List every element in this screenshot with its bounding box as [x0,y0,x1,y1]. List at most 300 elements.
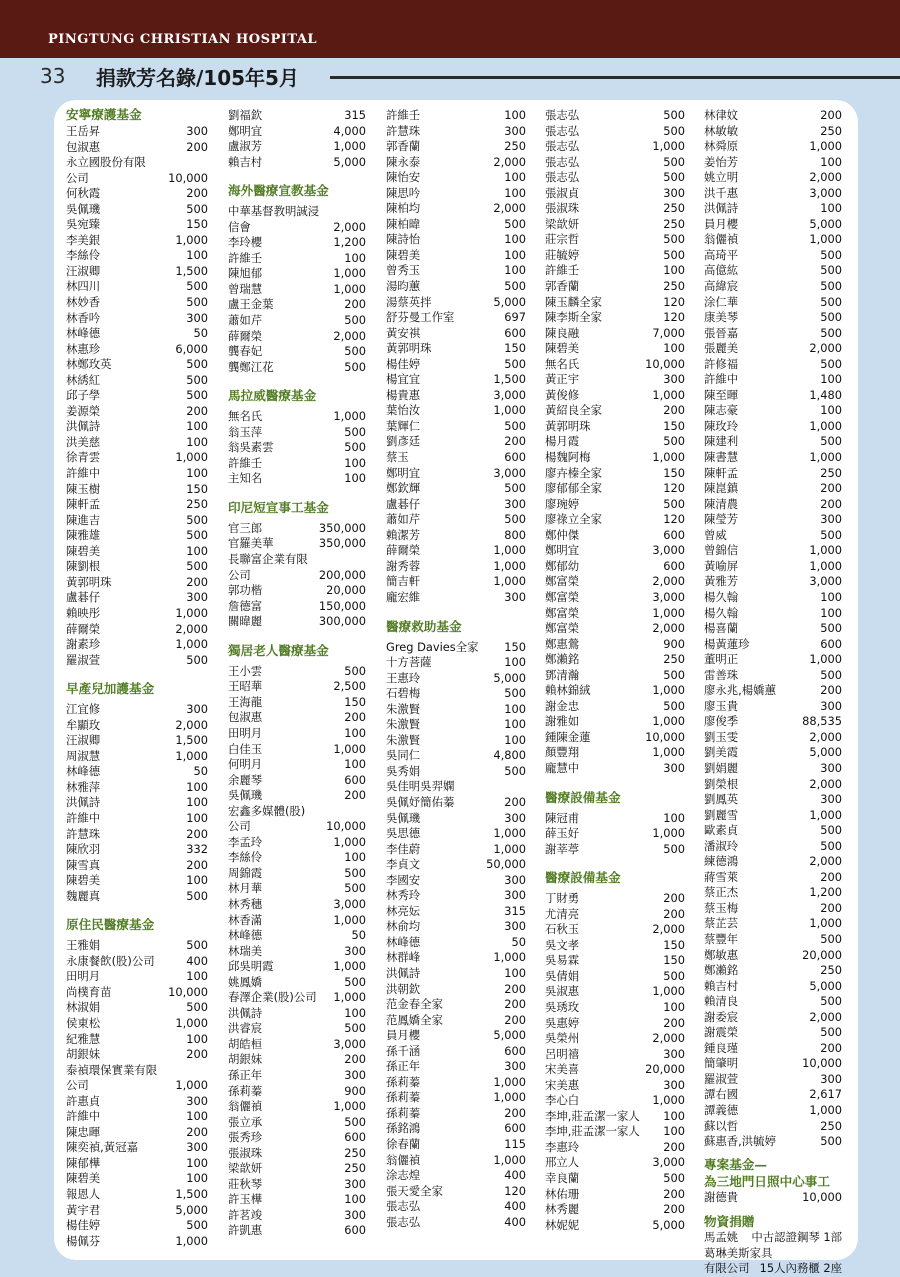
donation-amount: 500 [820,279,842,294]
donor-row [386,450,526,466]
donor-name: 莊宗哲 [545,232,580,247]
donation-amount: 100 [186,779,208,794]
donor-name: 許維中 [66,466,101,481]
donor-row [66,1203,208,1219]
donor-name: 姜源榮 [66,403,101,418]
donation-amount: 1,000 [652,450,685,465]
donor-name: 張志弘 [545,123,580,138]
donor-name: 魏麗真 [66,888,101,903]
donor-row [386,1153,526,1169]
donation-amount: 500 [820,1025,842,1040]
donor-name: 姜怡芳 [704,154,739,169]
donor-row [228,959,366,975]
donation-amount: 120 [663,481,685,496]
donor-name: 林俞均 [386,919,421,934]
donor-name: 楊宜宜 [386,372,421,387]
donor-name: 黃正宇 [545,372,580,387]
donor-name: 田明月 [228,725,263,740]
donor-name: 李美銀 [66,232,101,247]
donor-name: 蔣雪萊 [704,869,739,884]
donor-name: 龔春妃 [228,344,263,359]
donor-row [228,614,366,630]
donation-amount: 1,000 [652,139,685,154]
donor-row [386,1199,526,1215]
donor-row [545,108,685,124]
donor-name: 周淑慧 [66,748,101,763]
donation-amount: 10,000 [645,356,685,371]
donation-amount: 500 [820,310,842,325]
donor-row [228,440,366,456]
donation-amount: 50 [351,928,366,943]
column-5 [704,108,842,1277]
donor-name: 許維中 [66,810,101,825]
donor-row [228,1052,366,1068]
donor-name: 林月華 [228,881,263,896]
donor-name: 許維壬 [228,250,263,265]
donor-row [66,622,208,638]
donor-row [386,1168,526,1184]
donor-row [545,326,685,342]
donor-name: 歐素貞 [704,823,739,838]
donor-name: 葉輝仁 [386,418,421,433]
donor-row [66,124,208,140]
donor-name: 梁歆妍 [545,216,580,231]
donation-amount: 1,000 [175,1078,208,1093]
donation-amount: 1,000 [493,1074,526,1089]
donor-name: 邢立人 [545,1155,580,1170]
donor-name: 賴林錦絨 [545,683,591,698]
donor-name: 陳碧美 [66,873,101,888]
donor-name: 林峰德 [228,928,263,943]
donation-amount: 500 [186,388,208,403]
donor-name: 孫千涵 [386,1043,421,1058]
donation-amount: 200 [504,1105,526,1120]
donation-amount: 250 [663,201,685,216]
donor-name: 謝金忠 [545,698,580,713]
donor-name: 許修福 [704,356,739,371]
donor-name: 劉玉雯 [704,729,739,744]
donor-row [704,621,842,637]
donor-name: 楊佳婷 [66,1218,101,1233]
donor-name: 吳佩璣 [386,810,421,825]
donor-row [704,1261,842,1277]
donor-row [545,699,685,715]
donor-row [704,854,842,870]
donation-amount: 200 [344,1052,366,1067]
donor-name: 鍾良瑾 [704,1040,739,1055]
donor-row [66,404,208,420]
donation-amount: 500 [186,372,208,387]
donor-row [228,664,366,680]
donor-row [545,419,685,435]
donation-amount: 500 [344,1021,366,1036]
donor-row [386,434,526,450]
donor-name: 陳永泰 [386,154,421,169]
section-heading: 專案基金— [704,1156,767,1172]
donor-name: 宏鑫多媒體(股) [228,803,306,818]
donor-name: 邱吳明霞 [228,959,274,974]
donor-row [66,435,208,451]
donor-row [704,761,842,777]
donation-amount: 5,000 [809,978,842,993]
page-title: 捐款芳名錄/105年5月 [96,66,299,90]
donation-amount: 100 [186,810,208,825]
donor-row [228,1037,366,1053]
donor-name: 陳玫玲 [704,418,739,433]
donor-name: 蘇惠香,洪毓婷 [704,1134,776,1149]
donor-row [386,372,526,388]
donor-row [228,409,366,425]
donation-amount: 88,535 [802,714,842,729]
donor-row [704,512,842,528]
donor-name: 羅淑萱 [66,652,101,667]
donor-row [704,932,842,948]
donor-row [66,780,208,796]
donor-name: 吳易霖 [545,953,580,968]
donor-row [66,559,208,575]
donor-row [704,730,842,746]
donor-row [545,481,685,497]
donor-row [66,1140,208,1156]
donor-row [386,263,526,279]
donor-row [704,714,842,730]
section-heading: 海外醫療宣教基金 [228,183,329,199]
donor-row [66,575,208,591]
donor-name: 劉美霞 [704,745,739,760]
donor-row [66,1156,208,1172]
donation-amount: 1,000 [333,281,366,296]
donor-row [228,266,366,282]
donor-row [66,954,208,970]
donation-amount: 200 [820,108,842,122]
donor-row [704,590,842,606]
donor-row [704,450,842,466]
donor-row [386,982,526,998]
donor-row [704,201,842,217]
donor-row [545,310,685,326]
donor-name: 譚義德 [704,1103,739,1117]
donor-row [704,1103,842,1119]
donation-amount: 500 [186,357,208,372]
donation-amount: 5,000 [809,216,842,231]
donation-amount: 500 [344,865,366,880]
donor-name: 鄭富榮 [545,621,580,636]
donor-row [66,1047,208,1063]
donation-amount: 600 [344,772,366,787]
donor-name: 牟顯玫 [66,717,101,732]
donor-row [704,248,842,264]
donor-row [386,124,526,140]
donor-name: 蘇以哲 [704,1118,739,1133]
donor-row [545,403,685,419]
donation-amount: 2,000 [809,1009,842,1024]
donation-amount: 1,000 [652,683,685,698]
donor-name: 蔡玉 [386,450,409,465]
donor-name: 林綉紅 [66,372,101,387]
donor-row [66,1125,208,1141]
donation-amount: 100 [504,232,526,247]
donation-amount: 1,000 [333,266,366,281]
donor-name: 胡銀妹 [66,1047,101,1062]
donor-row [704,1072,842,1088]
donor-row [66,326,208,342]
donor-row [386,717,526,733]
donation-amount: 250 [820,1118,842,1133]
donor-name: 官羅美華 [228,536,274,551]
donation-amount: 1,000 [652,984,685,999]
donation-amount: 200 [820,496,842,511]
section-heading: 馬拉威醫療基金 [228,388,317,404]
column-4 [545,108,685,1233]
donor-name: 陳奕禎,黃冠嘉 [66,1140,138,1155]
donation-amount: 1,000 [175,605,208,620]
donation-amount: 300 [820,1071,842,1086]
donor-row [704,574,842,590]
donation-amount: 5,000 [493,670,526,685]
donor-row [386,186,526,202]
donor-row [386,310,526,326]
donation-amount: 500 [663,170,685,185]
donor-row [66,1063,208,1079]
donor-row [704,434,842,450]
donor-name: 張志弘 [386,1214,421,1229]
donor-name: 孫正年 [228,1067,263,1082]
donation-amount: 200 [663,1202,685,1217]
donor-row [66,171,208,187]
donor-row [704,155,842,171]
donor-name: 陳雪真 [66,857,101,872]
donor-name: 練德鴻 [704,854,739,869]
donor-name: 謝莘葶 [545,841,580,856]
donor-name: 林鄭玫英 [66,357,112,372]
donor-row [66,419,208,435]
donor-name: 洪佩詩 [228,1005,263,1020]
donor-name: 邱子學 [66,388,101,403]
donor-name: 梁歆妍 [228,1161,263,1176]
donor-name: 林峰德 [386,934,421,949]
donor-row [704,916,842,932]
donor-row [704,948,842,964]
donation-amount: 100 [186,1109,208,1124]
donation-amount: 50 [193,326,208,341]
section-spacer [66,668,208,676]
donation-amount: 200 [504,997,526,1012]
donor-row [386,295,526,311]
column-1 [66,108,208,1249]
donor-name: 許慧珠 [386,123,421,138]
donation-amount: 500 [820,621,842,636]
donation-amount: 200 [820,481,842,496]
donor-name: 賴吉村 [228,154,263,169]
donor-row [228,819,366,835]
donor-row [228,360,366,376]
donor-name: 許凱惠 [228,1223,263,1238]
donation-amount [204,1063,208,1079]
donor-name: 何秋霞 [66,186,101,201]
donation-amount: 500 [344,1114,366,1129]
donation-amount: 500 [344,663,366,678]
donor-name: 朱激賢 [386,732,421,747]
donation-amount: 200 [663,1015,685,1030]
donor-name: 朱激賢 [386,717,421,732]
donor-row [386,108,526,124]
donation-amount: 100 [504,717,526,732]
donor-name: 楊貴惠 [386,387,421,402]
donor-name: 李絲伶 [228,850,263,865]
donation-amount: 200,000 [318,567,366,582]
section-heading: 原住民醫療基金 [66,917,155,933]
donor-name: 簡肇明 [704,1056,739,1071]
donor-name: 黃郭明珠 [545,418,591,433]
donor-name: 盧王金葉 [228,297,274,312]
donor-name: 廖祿立全家 [545,512,602,527]
donation-amount: 100 [504,732,526,747]
donor-row [66,186,208,202]
donation-amount: 300 [186,124,208,138]
donor-name: 謝素珍 [66,637,101,652]
donor-name: 王小雲 [228,663,263,678]
donation-amount: 1,000 [809,558,842,573]
donation-amount: 1,000 [175,450,208,465]
donor-name: 林秀穗 [228,896,263,911]
section-spacer [228,170,366,178]
donor-row [545,714,685,730]
donor-row [386,686,526,702]
donor-name: 陳郁樺 [66,1155,101,1170]
donation-amount: 500 [663,667,685,682]
donor-row [66,140,208,156]
hospital-name: PINGTUNG CHRISTIAN HOSPITAL [48,32,318,47]
donation-amount: 500 [186,652,208,667]
donor-name: 林群峰 [386,950,421,965]
donor-name: 謝雅如 [545,714,580,729]
donation-amount: 10,000 [168,984,208,999]
donor-row [228,788,366,804]
donor-row [545,1124,685,1140]
donor-row [66,202,208,218]
donation-amount: 3,000 [333,1036,366,1051]
donor-name: 黃雅芳 [704,574,739,589]
donor-row [545,1218,685,1234]
donor-row [545,984,685,1000]
donation-amount: 10,000 [645,729,685,744]
donor-name: 高億紘 [704,263,739,278]
section-heading: 印尼短宣事工基金 [228,499,329,515]
donation-amount: 200 [663,906,685,921]
donor-name: 陳進吉 [66,512,101,527]
donor-name: 陳崑鎮 [704,481,739,496]
donor-name: 蔡正杰 [704,885,739,900]
donation-amount: 100 [663,810,685,825]
donation-amount: 1,000 [493,403,526,418]
donation-amount: 500 [663,232,685,247]
donation-amount [362,552,366,568]
donor-row [704,559,842,575]
donor-row [545,761,685,777]
donor-name: 黃俊修 [545,387,580,402]
donor-name: 林佑珊 [545,1186,580,1201]
donor-name: 鄭惠鶯 [545,636,580,651]
donor-name: 張立承 [228,1114,263,1129]
donation-amount: 250 [663,279,685,294]
donor-row [545,969,685,985]
donor-name: 陳怡安 [386,170,421,185]
donation-amount: 2,000 [493,154,526,169]
donor-row [704,497,842,513]
donation-amount: 1,000 [809,418,842,433]
donation-amount: 500 [504,279,526,294]
donor-name: 林峰德 [66,764,101,779]
donation-amount: 500 [504,418,526,433]
donor-name: 陳忠暉 [66,1124,101,1139]
donation-amount: 500 [186,559,208,574]
donation-amount: 1,000 [333,409,366,424]
donation-amount: 500 [344,440,366,455]
donation-amount: 300,000 [318,614,366,629]
donor-row [545,953,685,969]
donation-amount: 150,000 [318,598,366,613]
donor-row [228,456,366,472]
donor-row [704,901,842,917]
donor-row [545,938,685,954]
donor-row [66,811,208,827]
donation-amount: 200 [663,1186,685,1201]
donor-row [704,217,842,233]
donor-name: 鄭富榮 [545,605,580,620]
donor-row [386,857,526,873]
donor-row [386,733,526,749]
donor-row [228,313,366,329]
donation-amount: 6,000 [175,341,208,356]
donor-name: 許玉樺 [228,1192,263,1207]
donation-amount: 100 [820,403,842,418]
donor-row [228,742,366,758]
donation-amount: 100 [186,873,208,888]
donation-amount: 20,000 [326,583,366,598]
donor-name: 譚右國 [704,1087,739,1102]
donor-row [386,528,526,544]
donation-amount [522,779,526,795]
donation-amount [838,1246,842,1262]
donor-name: 林敏敏 [704,123,739,138]
donation-amount: 500 [186,279,208,294]
donor-row [704,1056,842,1072]
donor-row [66,1234,208,1250]
donation-amount: 300 [504,810,526,825]
donation-amount: 315 [344,108,366,122]
donor-name: 廖琬婷 [545,496,580,511]
donor-name: 詹德富 [228,598,263,613]
donation-amount: 150 [663,953,685,968]
donor-row [228,204,366,220]
donation-amount: 1,000 [493,1090,526,1105]
donor-row [66,279,208,295]
donation-amount: 100 [186,969,208,984]
donation-amount: 150 [663,465,685,480]
donation-amount: 1,000 [652,605,685,620]
donor-row [386,1184,526,1200]
donation-amount: 500 [344,881,366,896]
donor-row [545,1000,685,1016]
donation-amount: 500 [186,201,208,216]
donor-name: 林亮妘 [386,903,421,918]
donation-amount: 1,000 [493,574,526,589]
donation-amount: 900 [663,636,685,651]
donor-name: 周錦霞 [228,865,263,880]
donation-amount: 500 [186,1000,208,1015]
donor-name: 翁吳素雲 [228,440,274,455]
donor-name: 朱激賢 [386,701,421,716]
